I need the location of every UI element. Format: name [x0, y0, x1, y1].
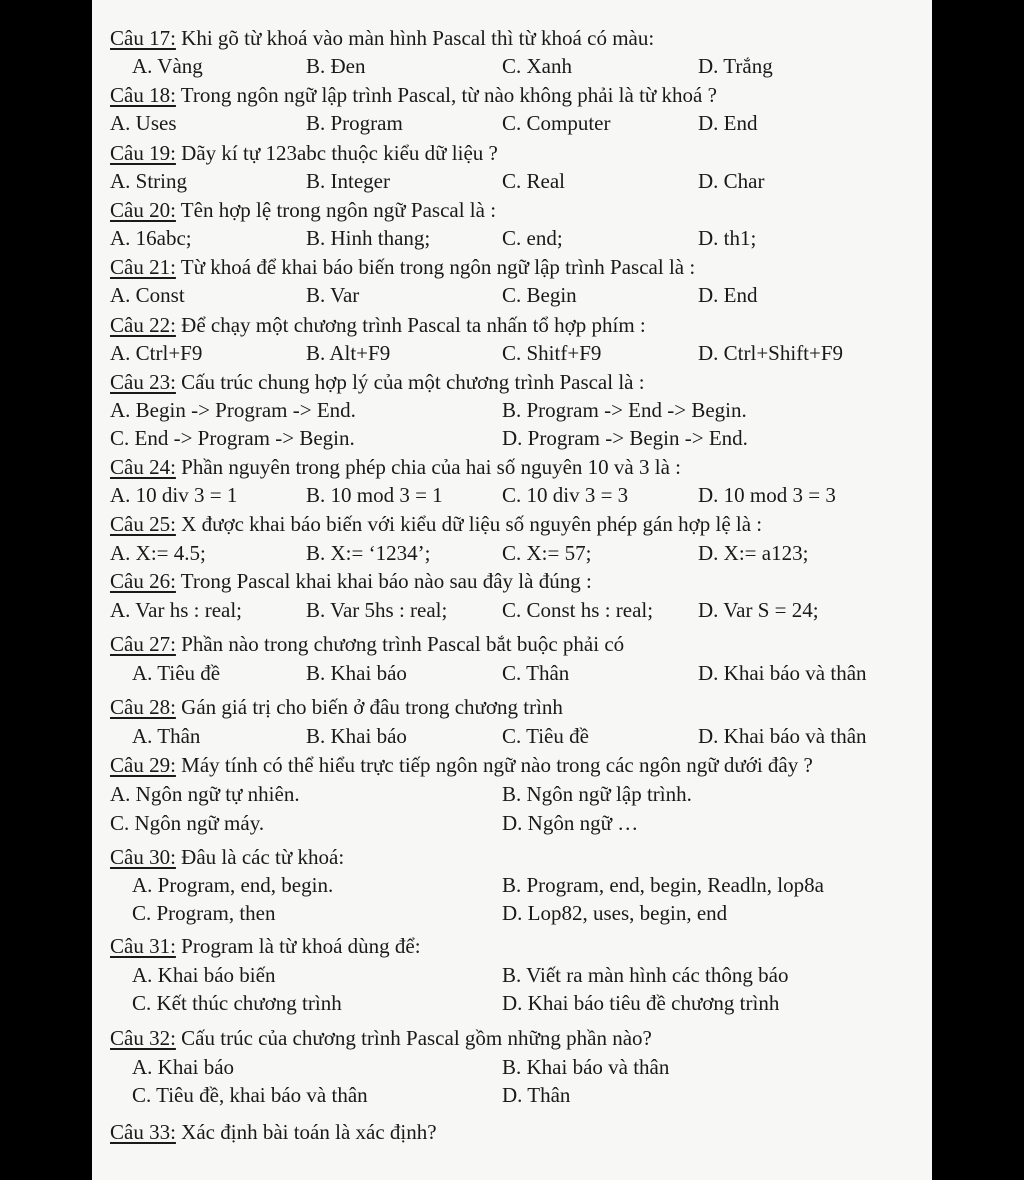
option-c: C. Ngôn ngữ máy.: [110, 811, 265, 835]
option-a: A. Ctrl+F9: [110, 341, 203, 365]
option-d: D. Khai báo và thân: [698, 724, 867, 748]
question-text: Tên hợp lệ trong ngôn ngữ Pascal là :: [175, 198, 497, 222]
exam-page: [92, 0, 932, 1180]
option-b: B. 10 mod 3 = 1: [306, 483, 443, 507]
option-a: A. Thân: [132, 724, 201, 748]
option-c: C. Xanh: [502, 54, 572, 78]
option-b: B. Var 5hs : real;: [306, 598, 448, 622]
question-text: Cấu trúc chung hợp lý của một chương trình Pascal là :: [175, 370, 645, 394]
option-d: D. Thân: [502, 1083, 571, 1107]
question-text: Cấu trúc của chương trình Pascal gồm những phần nào?: [175, 1026, 652, 1050]
option-c: C. Shitf+F9: [502, 341, 602, 365]
option-c: C. Computer: [502, 111, 611, 135]
option-a: A. Const: [110, 283, 185, 307]
option-b: B. Đen: [306, 54, 366, 78]
option-c: C. end;: [502, 226, 563, 250]
option-c: C. 10 div 3 = 3: [502, 483, 629, 507]
question-number: Câu 18:: [110, 83, 176, 107]
question-text: Phần nguyên trong phép chia của hai số nguyên 10 và 3 là :: [175, 455, 681, 479]
question-number: Câu 19:: [110, 141, 176, 165]
option-d: D. Trắng: [698, 54, 773, 78]
option-b: B. Khai báo: [306, 724, 407, 748]
question-30: [110, 845, 344, 869]
question-text: Trong ngôn ngữ lập trình Pascal, từ nào không phải là từ khoá ?: [175, 83, 717, 107]
question-number: Câu 24:: [110, 455, 176, 479]
question-32: [110, 1026, 652, 1050]
question-number: Câu 23:: [110, 370, 176, 394]
question-24: [110, 455, 681, 479]
option-c: C. X:= 57;: [502, 541, 592, 565]
option-d: D. th1;: [698, 226, 757, 250]
option-b: B. Program: [306, 111, 403, 135]
option-b: B. Integer: [306, 169, 390, 193]
option-a: A. Ngôn ngữ tự nhiên.: [110, 782, 300, 806]
question-33: [110, 1120, 437, 1144]
question-number: Câu 21:: [110, 255, 176, 279]
question-number: Câu 33:: [110, 1120, 176, 1144]
question-text: Trong Pascal khai khai báo nào sau đây là đúng :: [175, 569, 592, 593]
question-text: Đâu là các từ khoá:: [175, 845, 345, 869]
question-text: Để chạy một chương trình Pascal ta nhấn tổ hợp phím :: [175, 313, 646, 337]
question-number: Câu 27:: [110, 632, 176, 656]
option-b: B. Var: [306, 283, 360, 307]
option-a: A. Program, end, begin.: [132, 873, 334, 897]
option-b: B. Khai báo: [306, 661, 407, 685]
question-19: [110, 141, 498, 165]
question-23: [110, 370, 645, 394]
question-28: [110, 695, 563, 719]
question-21: [110, 255, 695, 279]
option-a: A. String: [110, 169, 188, 193]
option-b: B. Program -> End -> Begin.: [502, 398, 747, 422]
question-number: Câu 31:: [110, 934, 176, 958]
question-text: Khi gõ từ khoá vào màn hình Pascal thì từ khoá có màu:: [175, 26, 655, 50]
option-a: A. Khai báo: [132, 1055, 235, 1079]
option-a: A. X:= 4.5;: [110, 541, 206, 565]
option-d: D. X:= a123;: [698, 541, 809, 565]
option-d: D. Khai báo tiêu đề chương trình: [502, 991, 780, 1015]
option-d: D. Var S = 24;: [698, 598, 819, 622]
question-number: Câu 26:: [110, 569, 176, 593]
option-c: C. Tiêu đề: [502, 724, 589, 748]
option-b: B. Program, end, begin, Readln, lop8a: [502, 873, 824, 897]
question-number: Câu 22:: [110, 313, 176, 337]
option-c: C. Const hs : real;: [502, 598, 654, 622]
question-text: Program là từ khoá dùng để:: [175, 934, 421, 958]
option-a: A. 16abc;: [110, 226, 192, 250]
question-number: Câu 28:: [110, 695, 176, 719]
question-text: Máy tính có thể hiểu trực tiếp ngôn ngữ nào trong các ngôn ngữ dưới đây ?: [175, 753, 813, 777]
option-b: B. Hinh thang;: [306, 226, 431, 250]
option-b: B. Ngôn ngữ lập trình.: [502, 782, 692, 806]
option-c: C. End -> Program -> Begin.: [110, 426, 355, 450]
question-text: Xác định bài toán là xác định?: [175, 1120, 437, 1144]
question-number: Câu 32:: [110, 1026, 176, 1050]
question-22: [110, 313, 646, 337]
question-text: X được khai báo biến với kiểu dữ liệu số nguyên phép gán hợp lệ là :: [175, 512, 763, 536]
option-c: C. Thân: [502, 661, 570, 685]
option-a: A. 10 div 3 = 1: [110, 483, 238, 507]
option-a: A. Vàng: [132, 54, 203, 78]
option-d: D. Char: [698, 169, 765, 193]
option-d: D. Program -> Begin -> End.: [502, 426, 748, 450]
question-number: Câu 29:: [110, 753, 176, 777]
question-29: [110, 753, 813, 777]
option-d: D. Lop82, uses, begin, end: [502, 901, 728, 925]
option-d: D. End: [698, 111, 758, 135]
option-a: A. Begin -> Program -> End.: [110, 398, 356, 422]
option-c: C. Program, then: [132, 901, 276, 925]
option-b: B. Alt+F9: [306, 341, 391, 365]
option-d: D. Ngôn ngữ …: [502, 811, 639, 835]
option-b: B. Viết ra màn hình các thông báo: [502, 963, 789, 987]
question-27: [110, 632, 624, 656]
question-text: Phần nào trong chương trình Pascal bắt buộc phải có: [175, 632, 625, 656]
option-d: D. Ctrl+Shift+F9: [698, 341, 844, 365]
option-b: B. X:= ‘1234’;: [306, 541, 431, 565]
option-c: C. Begin: [502, 283, 577, 307]
option-b: B. Khai báo và thân: [502, 1055, 670, 1079]
question-26: [110, 569, 592, 593]
question-25: [110, 512, 762, 536]
question-number: Câu 20:: [110, 198, 176, 222]
question-number: Câu 30:: [110, 845, 176, 869]
option-d: D. 10 mod 3 = 3: [698, 483, 836, 507]
question-20: [110, 198, 496, 222]
question-17: [110, 26, 654, 50]
question-text: Gán giá trị cho biến ở đâu trong chương trình: [175, 695, 563, 719]
option-a: A. Tiêu đề: [132, 661, 221, 685]
option-a: A. Uses: [110, 111, 177, 135]
option-a: A. Khai báo biến: [132, 963, 276, 987]
question-number: Câu 25:: [110, 512, 176, 536]
question-text: Dãy kí tự 123abc thuộc kiểu dữ liệu ?: [175, 141, 498, 165]
option-a: A. Var hs : real;: [110, 598, 242, 622]
option-c: C. Real: [502, 169, 565, 193]
question-number: Câu 17:: [110, 26, 176, 50]
option-d: D. Khai báo và thân: [698, 661, 867, 685]
option-c: C. Kết thúc chương trình: [132, 991, 342, 1015]
question-18: [110, 83, 717, 107]
option-c: C. Tiêu đề, khai báo và thân: [132, 1083, 368, 1107]
option-d: D. End: [698, 283, 758, 307]
question-31: [110, 934, 421, 958]
question-text: Từ khoá để khai báo biến trong ngôn ngữ lập trình Pascal là :: [175, 255, 696, 279]
